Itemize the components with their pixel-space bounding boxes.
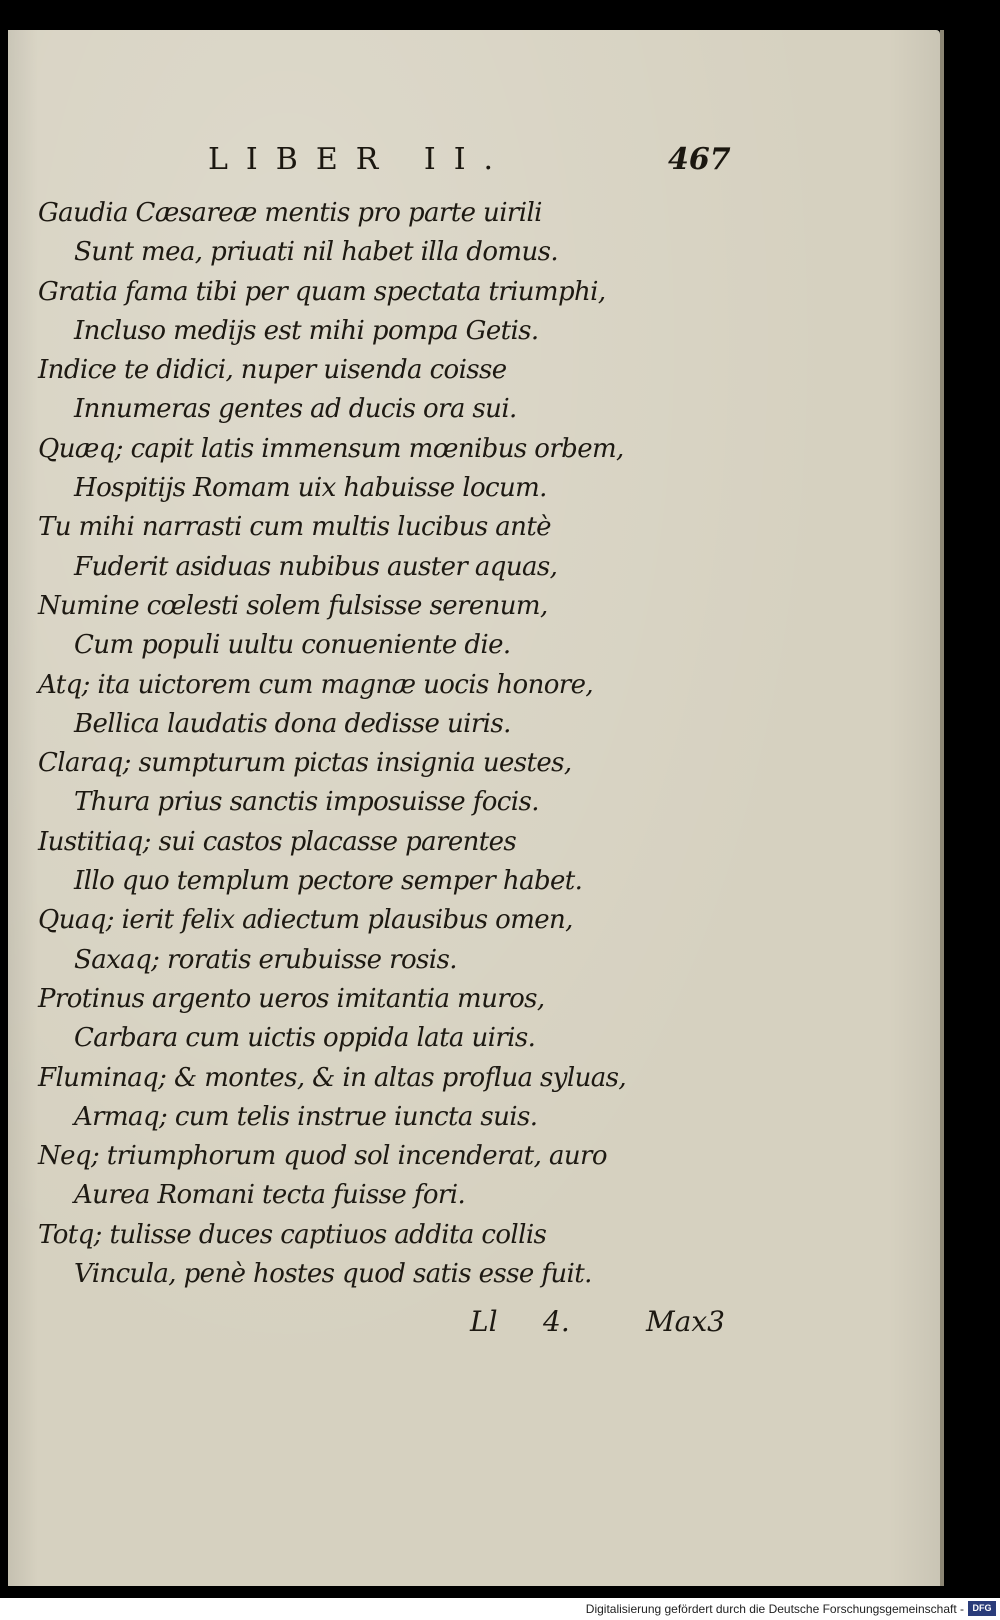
- signature-number: 4.: [543, 1305, 570, 1338]
- verse-line: Bellica laudatis dona dedisse uiris.: [74, 708, 511, 739]
- verse-line: Protinus argento ueros imitantia muros,: [38, 983, 545, 1014]
- verse-line: Sunt mea, priuati nil habet illa domus.: [74, 237, 558, 268]
- page-edge: [940, 30, 944, 1586]
- verse-line: Armaq; cum telis instrue iuncta suis.: [74, 1101, 538, 1132]
- verse-line: Incluso medijs est mihi pompa Getis.: [74, 315, 539, 346]
- verse-line: Indice te didici, nuper uisenda coisse: [38, 355, 507, 386]
- page-number: 467: [668, 142, 731, 177]
- verse-line: Quæq; capit latis immensum mœnibus orbem,: [38, 433, 624, 464]
- verse-line: Quaq; ierit felix adiectum plausibus omen,: [38, 905, 573, 936]
- footer-bar: [0, 1598, 1000, 1620]
- dfg-logo-icon: DFG: [968, 1601, 996, 1616]
- verse-text: [38, 194, 698, 1294]
- verse-line: Atq; ita uictorem cum magnæ uocis honore,: [38, 669, 594, 700]
- verse-line: Gratia fama tibi per quam spectata triumphi,: [38, 276, 606, 307]
- verse-line: Illo quo templum pectore semper habet.: [74, 866, 583, 897]
- verse-line: Saxaq; roratis erubuisse rosis.: [74, 944, 457, 975]
- verse-line: Aurea Romani tecta fuisse fori.: [74, 1180, 466, 1211]
- verse-line: Numine cœlesti solem fulsisse serenum,: [38, 590, 548, 621]
- signature-line: [8, 1305, 940, 1345]
- signature-mark: Ll: [470, 1305, 498, 1338]
- verse-line: Innumeras gentes ad ducis ora sui.: [74, 394, 517, 425]
- verse-line: Fuderit asiduas nubibus auster aquas,: [74, 551, 558, 582]
- catchword: Max3: [646, 1305, 725, 1338]
- verse-line: Hospitijs Romam uix habuisse locum.: [74, 473, 547, 504]
- verse-line: Totq; tulisse duces captiuos addita collis: [38, 1219, 547, 1250]
- verse-line: Gaudia Cæsareæ mentis pro parte uirili: [38, 198, 542, 228]
- verse-line: Vincula, penè hostes quod satis esse fuit.: [74, 1259, 592, 1290]
- verse-line: Thura prius sanctis imposuisse focis.: [74, 787, 539, 818]
- verse-line: Iustitiaq; sui castos placasse parentes: [38, 826, 517, 857]
- verse-line: Claraq; sumpturum pictas insignia uestes,: [38, 748, 572, 779]
- funding-credit: Digitalisierung gefördert durch die Deutsche Forschungsgemeinschaft -: [585, 1602, 964, 1616]
- verse-line: Tu mihi narrasti cum multis lucibus antè: [38, 512, 551, 543]
- book-page: [8, 30, 940, 1586]
- verse-line: Fluminaq; & montes, & in altas proflua syluas,: [38, 1062, 627, 1093]
- verse-line: Cum populi uultu conueniente die.: [74, 630, 511, 661]
- running-head: LIBER II.: [208, 142, 512, 177]
- verse-line: Neq; triumphorum quod sol incenderat, auro: [38, 1141, 607, 1172]
- verse-line: Carbara cum uictis oppida lata uiris.: [74, 1023, 536, 1054]
